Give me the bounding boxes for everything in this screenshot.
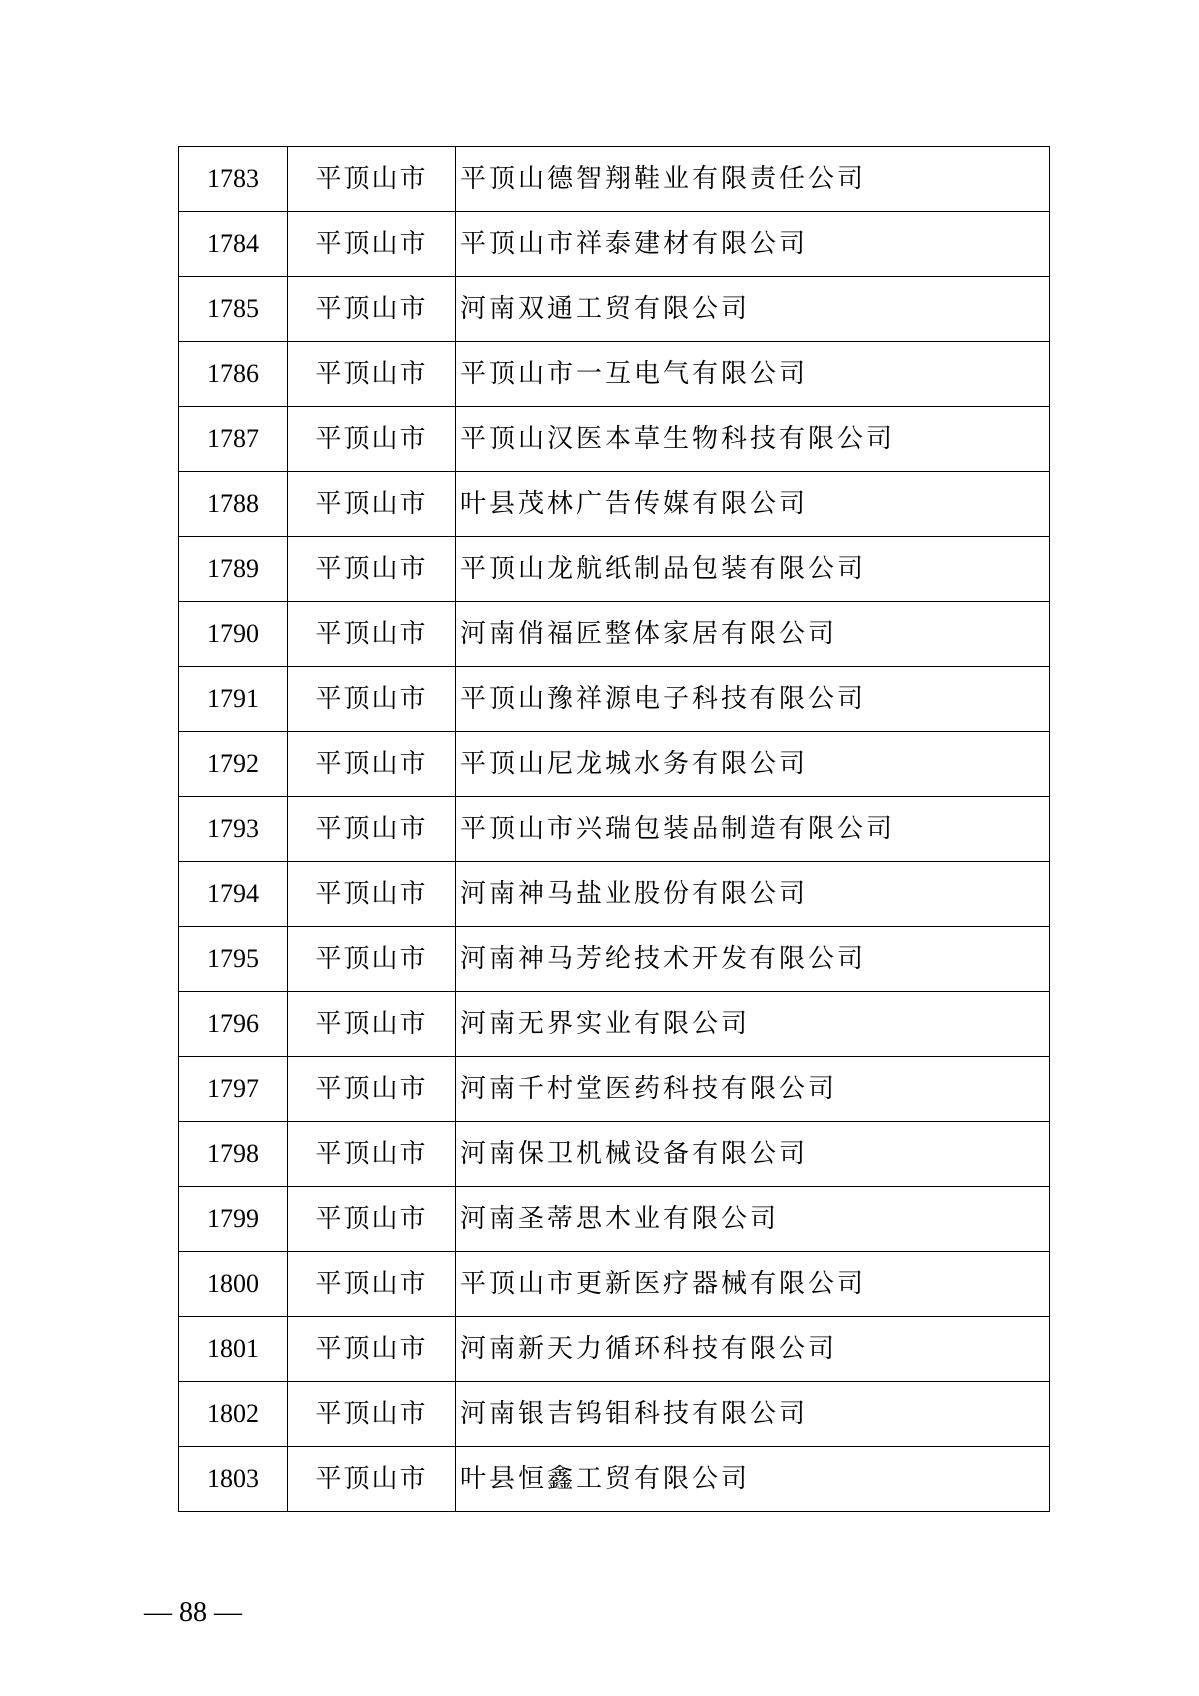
serial-number-cell: 1800 — [179, 1252, 288, 1317]
table-row — [179, 927, 1050, 992]
city-cell: 平顶山市 — [288, 342, 456, 407]
city-cell: 平顶山市 — [288, 1382, 456, 1447]
city-cell: 平顶山市 — [288, 277, 456, 342]
city-cell: 平顶山市 — [288, 667, 456, 732]
serial-number-cell: 1786 — [179, 342, 288, 407]
company-name-cell: 平顶山龙航纸制品包装有限公司 — [456, 537, 1050, 602]
table-row — [179, 992, 1050, 1057]
table-row — [179, 1057, 1050, 1122]
company-name-cell: 河南新天力循环科技有限公司 — [456, 1317, 1050, 1382]
city-cell: 平顶山市 — [288, 1187, 456, 1252]
serial-number-cell: 1795 — [179, 927, 288, 992]
company-name-cell: 河南千村堂医药科技有限公司 — [456, 1057, 1050, 1122]
table-row — [179, 1187, 1050, 1252]
company-name-cell: 河南无界实业有限公司 — [456, 992, 1050, 1057]
city-cell: 平顶山市 — [288, 537, 456, 602]
page-number: — 88 — — [144, 1597, 242, 1628]
company-name-cell: 叶县恒鑫工贸有限公司 — [456, 1447, 1050, 1512]
company-name-cell: 河南俏福匠整体家居有限公司 — [456, 602, 1050, 667]
table-row — [179, 602, 1050, 667]
company-name-cell: 平顶山尼龙城水务有限公司 — [456, 732, 1050, 797]
city-cell: 平顶山市 — [288, 1447, 456, 1512]
serial-number-cell: 1803 — [179, 1447, 288, 1512]
serial-number-cell: 1788 — [179, 472, 288, 537]
city-cell: 平顶山市 — [288, 797, 456, 862]
city-cell: 平顶山市 — [288, 212, 456, 277]
table-row — [179, 212, 1050, 277]
company-name-cell: 河南神马芳纶技术开发有限公司 — [456, 927, 1050, 992]
serial-number-cell: 1789 — [179, 537, 288, 602]
table-row — [179, 342, 1050, 407]
city-cell: 平顶山市 — [288, 732, 456, 797]
city-cell: 平顶山市 — [288, 472, 456, 537]
city-cell: 平顶山市 — [288, 602, 456, 667]
city-cell: 平顶山市 — [288, 1057, 456, 1122]
serial-number-cell: 1794 — [179, 862, 288, 927]
table-row — [179, 472, 1050, 537]
company-name-cell: 河南神马盐业股份有限公司 — [456, 862, 1050, 927]
company-name-cell: 平顶山汉医本草生物科技有限公司 — [456, 407, 1050, 472]
table-row — [179, 732, 1050, 797]
serial-number-cell: 1791 — [179, 667, 288, 732]
city-cell: 平顶山市 — [288, 407, 456, 472]
serial-number-cell: 1801 — [179, 1317, 288, 1382]
serial-number-cell: 1790 — [179, 602, 288, 667]
table-row — [179, 537, 1050, 602]
table-row — [179, 797, 1050, 862]
table-row — [179, 1317, 1050, 1382]
serial-number-cell: 1785 — [179, 277, 288, 342]
table-row — [179, 407, 1050, 472]
company-name-cell: 河南银吉钨钼科技有限公司 — [456, 1382, 1050, 1447]
company-name-cell: 叶县茂林广告传媒有限公司 — [456, 472, 1050, 537]
serial-number-cell: 1796 — [179, 992, 288, 1057]
company-name-cell: 河南圣蒂思木业有限公司 — [456, 1187, 1050, 1252]
company-name-cell: 平顶山市一互电气有限公司 — [456, 342, 1050, 407]
company-name-cell: 河南保卫机械设备有限公司 — [456, 1122, 1050, 1187]
city-cell: 平顶山市 — [288, 927, 456, 992]
serial-number-cell: 1783 — [179, 147, 288, 212]
city-cell: 平顶山市 — [288, 1252, 456, 1317]
table-row — [179, 1122, 1050, 1187]
company-name-cell: 平顶山豫祥源电子科技有限公司 — [456, 667, 1050, 732]
table-body — [179, 147, 1050, 1512]
serial-number-cell: 1802 — [179, 1382, 288, 1447]
table-row — [179, 1382, 1050, 1447]
serial-number-cell: 1797 — [179, 1057, 288, 1122]
company-name-cell: 河南双通工贸有限公司 — [456, 277, 1050, 342]
serial-number-cell: 1793 — [179, 797, 288, 862]
table-row — [179, 147, 1050, 212]
serial-number-cell: 1784 — [179, 212, 288, 277]
serial-number-cell: 1798 — [179, 1122, 288, 1187]
city-cell: 平顶山市 — [288, 992, 456, 1057]
table-row — [179, 1447, 1050, 1512]
table-row — [179, 667, 1050, 732]
city-cell: 平顶山市 — [288, 147, 456, 212]
serial-number-cell: 1792 — [179, 732, 288, 797]
serial-number-cell: 1799 — [179, 1187, 288, 1252]
table-row — [179, 862, 1050, 927]
serial-number-cell: 1787 — [179, 407, 288, 472]
city-cell: 平顶山市 — [288, 1122, 456, 1187]
table-row — [179, 277, 1050, 342]
company-name-cell: 平顶山德智翔鞋业有限责任公司 — [456, 147, 1050, 212]
company-list-table — [178, 146, 1050, 1512]
table-row — [179, 1252, 1050, 1317]
company-name-cell: 平顶山市祥泰建材有限公司 — [456, 212, 1050, 277]
company-name-cell: 平顶山市兴瑞包装品制造有限公司 — [456, 797, 1050, 862]
city-cell: 平顶山市 — [288, 862, 456, 927]
company-name-cell: 平顶山市更新医疗器械有限公司 — [456, 1252, 1050, 1317]
city-cell: 平顶山市 — [288, 1317, 456, 1382]
